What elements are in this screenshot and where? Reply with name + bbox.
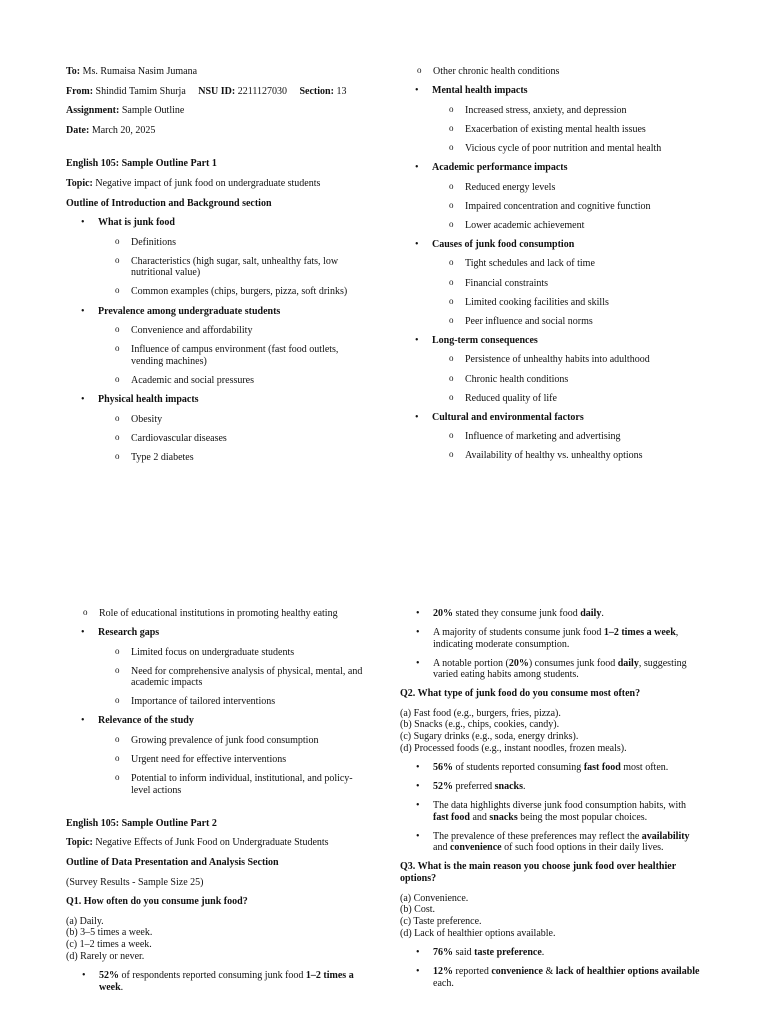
outline-list <box>66 627 366 796</box>
q3-result: • 12% reported convenience & lack of healthier options available each. <box>400 966 700 989</box>
part2-section-heading: Outline of Data Presentation and Analysis Section <box>66 857 279 869</box>
part1-title: English 105: Sample Outline Part 1 <box>66 158 217 170</box>
outline-subitem: o Obesity <box>98 414 366 426</box>
survey-note: (Survey Results - Sample Size 25) <box>66 876 204 888</box>
outline-subitem: o Type 2 diabetes <box>98 452 366 464</box>
q2-results <box>400 762 700 854</box>
outline-item: • What is junk food o Definitions o Characteristics (high sugar, salt, unhealthy fats, low nutritional value) o Common examples (chips, burgers, pizza, soft drinks) <box>66 217 366 298</box>
q1-result: • 20% stated they consume junk food daily. <box>400 608 700 620</box>
q3-question: Q3. What is the main reason you choose junk food over healthier options? <box>400 861 676 885</box>
q1-option: (d) Rarely or never. <box>66 950 145 962</box>
q2-option: (d) Processed foods (e.g., instant noodles, frozen meals). <box>400 742 627 754</box>
outline-subitem: o Cardiovascular diseases <box>98 433 366 445</box>
outline-item: • Causes of junk food consumption o Tight schedules and lack of time o Financial constraints o Limited cooking facilities and skills o Peer influence and social norms <box>400 239 700 327</box>
outline-list <box>400 85 700 462</box>
part2-topic: Topic: Negative Effects of Junk Food on Undergraduate Students <box>66 837 329 849</box>
outline-subitem: o Academic and social pressures <box>98 375 366 387</box>
outline-subitem: o Peer influence and social norms <box>432 316 700 328</box>
outline-subitem: o Chronic health conditions <box>432 374 700 386</box>
outline-subitem: o Urgent need for effective interventions <box>98 754 366 766</box>
outline-subitem: o Financial constraints <box>432 278 700 290</box>
q1-options <box>66 916 366 962</box>
outline-subitem: o Reduced energy levels <box>432 182 700 194</box>
outline-subitem: o Convenience and affordability <box>98 325 366 337</box>
outline-subitem: o Limited focus on undergraduate students <box>98 647 366 659</box>
q3-option: (c) Taste preference. <box>400 916 482 928</box>
outline-subitem: o Characteristics (high sugar, salt, unhealthy fats, low nutritional value) <box>98 256 366 279</box>
outline-subitem: o Increased stress, anxiety, and depression <box>432 105 700 117</box>
outline-subitem: o Tight schedules and lack of time <box>432 258 700 270</box>
q2-option: (a) Fast food (e.g., burgers, fries, pizza). <box>400 707 561 719</box>
outline-subitem: o Influence of campus environment (fast food outlets, vending machines) <box>98 344 366 367</box>
q2-option: (c) Sugary drinks (e.g., soda, energy drinks). <box>400 730 579 742</box>
q3-option: (b) Cost. <box>400 904 435 916</box>
outline-subitem: o Other chronic health conditions <box>400 66 700 78</box>
outline-subitem: o Reduced quality of life <box>432 393 700 405</box>
outline-item: • Cultural and environmental factors o Influence of marketing and advertising o Availability of healthy vs. unhealthy options <box>400 412 700 462</box>
q3-option: (d) Lack of healthier options available. <box>400 927 556 939</box>
outline-subitem: o Need for comprehensive analysis of physical, mental, and academic impacts <box>98 666 366 689</box>
page-top-right-column <box>400 66 700 469</box>
outline-subitem: o Growing prevalence of junk food consumption <box>98 735 366 747</box>
outline-subitem: o Lower academic achievement <box>432 220 700 232</box>
to-line: To: Ms. Rumaisa Nasim Jumana <box>66 66 198 77</box>
q1-option: (c) 1–2 times a week. <box>66 939 152 950</box>
from-line: From: Shindid Tamim Shurja NSU ID: 2211127030 Section: 13 <box>66 85 347 97</box>
outline-subitem: o Role of educational institutions in promoting healthy eating <box>66 608 366 620</box>
q1-option: (a) Daily. <box>66 915 104 927</box>
q1-result: • A majority of students consume junk food 1–2 times a week, indicating moderate consumption. <box>400 627 700 650</box>
outline-sublist <box>66 608 366 620</box>
assignment-line: Assignment: Sample Outline <box>66 105 185 117</box>
q2-result: • 56% of students reported consuming fast food most often. <box>400 762 700 774</box>
outline-subitem: o Limited cooking facilities and skills <box>432 297 700 309</box>
outline-subitem: o Persistence of unhealthy habits into adulthood <box>432 354 700 366</box>
outline-item: • Academic performance impacts o Reduced energy levels o Impaired concentration and cognitive function o Lower academic achievement <box>400 162 700 231</box>
part2-title: English 105: Sample Outline Part 2 <box>66 817 217 829</box>
outline-item: • Research gaps o Limited focus on undergraduate students o Need for comprehensive analysis of physical, mental, and academic impacts o Importance of tailored interventions <box>66 627 366 708</box>
part1-section-heading: Outline of Introduction and Background section <box>66 197 272 209</box>
q3-options <box>400 893 700 939</box>
q1-result: • 52% of respondents reported consuming junk food 1–2 times a week. <box>66 970 366 993</box>
outline-item: • Mental health impacts o Increased stress, anxiety, and depression o Exacerbation of existing mental health issues o Vicious cycle of poor nutrition and mental health <box>400 85 700 154</box>
outline-list <box>66 217 366 463</box>
q1-results-cont <box>400 608 700 681</box>
outline-subitem: o Potential to inform individual, institutional, and policy-level actions <box>98 773 366 796</box>
part1-topic: Topic: Negative impact of junk food on undergraduate students <box>66 177 321 189</box>
outline-subitem: o Common examples (chips, burgers, pizza, soft drinks) <box>98 286 366 298</box>
outline-item: • Relevance of the study o Growing prevalence of junk food consumption o Urgent need for effective interventions o Potential to inform individual, institutional, and policy-level actions <box>66 715 366 796</box>
q1-results <box>66 970 366 993</box>
page-bottom-right-column <box>400 608 700 997</box>
outline-sublist <box>400 66 700 78</box>
q1-option: (b) 3–5 times a week. <box>66 927 153 939</box>
q3-result: • 76% said taste preference. <box>400 947 700 959</box>
q2-options <box>400 708 700 754</box>
q1-result: • A notable portion (20%) consumes junk food daily, suggesting varied eating habits among students. <box>400 658 700 681</box>
q1-question: Q1. How often do you consume junk food? <box>66 896 248 908</box>
q2-result: • The prevalence of these preferences may reflect the availability and convenience of such food options in their daily lives. <box>400 831 700 854</box>
page-bottom-left-column <box>66 608 366 1001</box>
page-top-left-column <box>66 66 366 471</box>
date-line: Date: March 20, 2025 <box>66 124 156 136</box>
outline-item: • Long-term consequences o Persistence of unhealthy habits into adulthood o Chronic health conditions o Reduced quality of life <box>400 335 700 404</box>
outline-subitem: o Influence of marketing and advertising <box>432 431 700 443</box>
outline-subitem: o Impaired concentration and cognitive function <box>432 201 700 213</box>
outline-subitem: o Exacerbation of existing mental health issues <box>432 124 700 136</box>
q3-results <box>400 947 700 989</box>
q3-option: (a) Convenience. <box>400 892 469 904</box>
q2-result: • 52% preferred snacks. <box>400 781 700 793</box>
outline-subitem: o Vicious cycle of poor nutrition and mental health <box>432 143 700 155</box>
outline-subitem: o Availability of healthy vs. unhealthy options <box>432 450 700 462</box>
q2-option: (b) Snacks (e.g., chips, cookies, candy). <box>400 719 560 731</box>
outline-subitem: o Definitions <box>98 237 366 249</box>
outline-item: • Prevalence among undergraduate students o Convenience and affordability o Influence of campus environment (fast food outlets, vending machines) o Academic and social pressures <box>66 306 366 387</box>
q2-question: Q2. What type of junk food do you consume most often? <box>400 688 641 700</box>
outline-item: • Physical health impacts o Obesity o Cardiovascular diseases o Type 2 diabetes <box>66 394 366 463</box>
outline-subitem: o Importance of tailored interventions <box>98 696 366 708</box>
q2-result: • The data highlights diverse junk food consumption habits, with fast food and snacks being the most popular choices. <box>400 800 700 823</box>
